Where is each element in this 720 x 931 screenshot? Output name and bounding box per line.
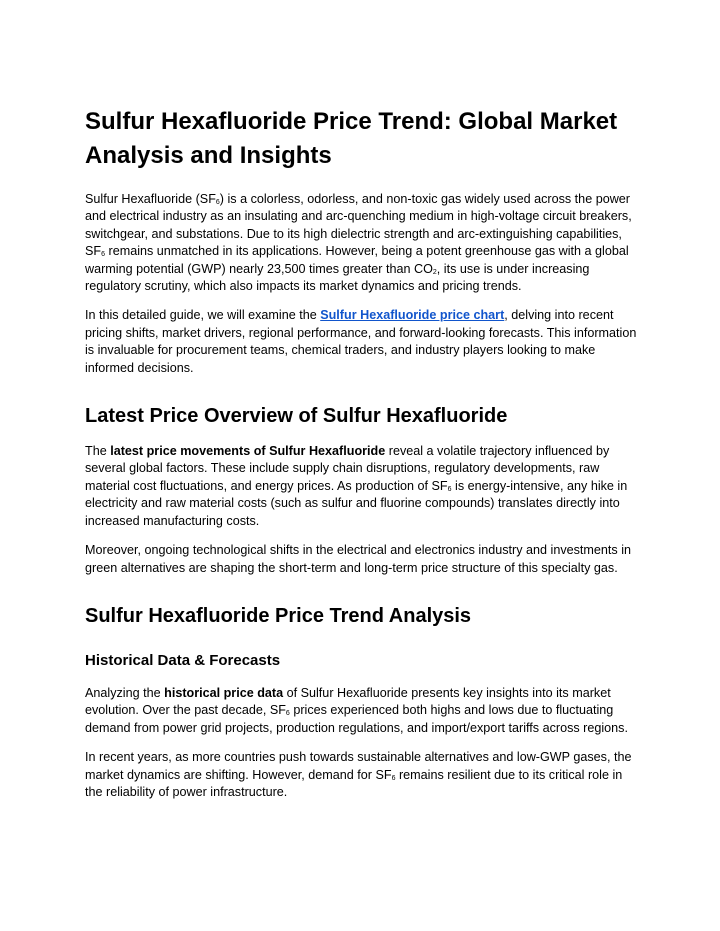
latest-price-paragraph-1 (85, 443, 640, 530)
text-run: ) is a colorless, odorless, and non-toxic gas widely used across the power and electrical industry as an insulating and arc-quenching medium in high-voltage circuit breakers, switchgear, and substations. Due to its high dielectric strength and arc-extinguishing capabilities, SF (85, 192, 632, 259)
historical-paragraph-2 (85, 749, 640, 801)
text-run: reveal a volatile trajectory influenced by several global factors. These include supply chain disruptions, regulatory developments, raw material cost fluctuations, and energy prices. As production of SF (85, 444, 610, 493)
text-run: , its use is under increasing regulatory scrutiny, which also impacts its market dynamics and pricing trends. (85, 261, 590, 294)
subscript: 6 (215, 199, 220, 206)
text-run: remains unmatched in its applications. However, being a potent greenhouse gas with a global warming potential (GWP) nearly 23,500 times greater than CO (85, 244, 629, 276)
text-run: is energy-intensive, any hike in electricity and raw material costs (such as sulfur and fluorine compounds) translates directly into increased manufacturing costs. (85, 478, 628, 528)
subscript: 6 (391, 774, 396, 782)
subscript: 6 (447, 485, 452, 493)
text-run: Analyzing the (85, 685, 165, 700)
subheading-historical-data: Historical Data & Forecasts (85, 651, 281, 669)
historical-paragraph-1 (85, 685, 640, 737)
document-content (85, 105, 640, 813)
text-run: The (85, 444, 111, 459)
text-run: prices experienced both highs and lows due to fluctuating demand from power grid projects, production regulations, and import/export tariffs across regions. (85, 703, 628, 735)
text-run: remains resilient due to its critical role in the reliability of power infrastructure. (85, 767, 623, 799)
text-run: In recent years, as more countries push towards sustainable alternatives and low-GWP gases, the market dynamics are shifting. However, demand for SF (85, 750, 632, 782)
text-run: Sulfur Hexafluoride (SF (85, 192, 216, 206)
bold-text: historical price data (164, 685, 284, 700)
price-chart-link[interactable]: Sulfur Hexafluoride price chart (320, 308, 505, 323)
bold-text: latest price movements of Sulfur Hexafluoride (110, 444, 386, 459)
section-heading-latest-price: Latest Price Overview of Sulfur Hexafluoride (85, 405, 508, 428)
subscript: 6 (101, 251, 105, 259)
text-run: In this detailed guide, we will examine the (85, 308, 321, 323)
subscript: 2 (432, 268, 437, 276)
intro-paragraph-1 (85, 191, 640, 295)
page-title: Sulfur Hexafluoride Price Trend: Global Market Analysis and Insights (85, 108, 618, 169)
section-heading-trend-analysis: Sulfur Hexafluoride Price Trend Analysis (85, 604, 472, 627)
text-run: , delving into recent pricing shifts, market drivers, regional performance, and forward-looking forecasts. This information is invaluable for procurement teams, chemical traders, and industry players looking to make informed decisions. (85, 308, 637, 375)
text-run: of Sulfur Hexafluoride presents key insights into its market evolution. Over the past decade, SF (85, 685, 611, 718)
subscript: 6 (285, 710, 290, 718)
latest-price-paragraph-2: Moreover, ongoing technological shifts in the electrical and electronics industry and investments in green alternatives are shaping the short-term and long-term price structure of this specialty gas. (85, 543, 632, 575)
intro-paragraph-2 (85, 307, 640, 377)
